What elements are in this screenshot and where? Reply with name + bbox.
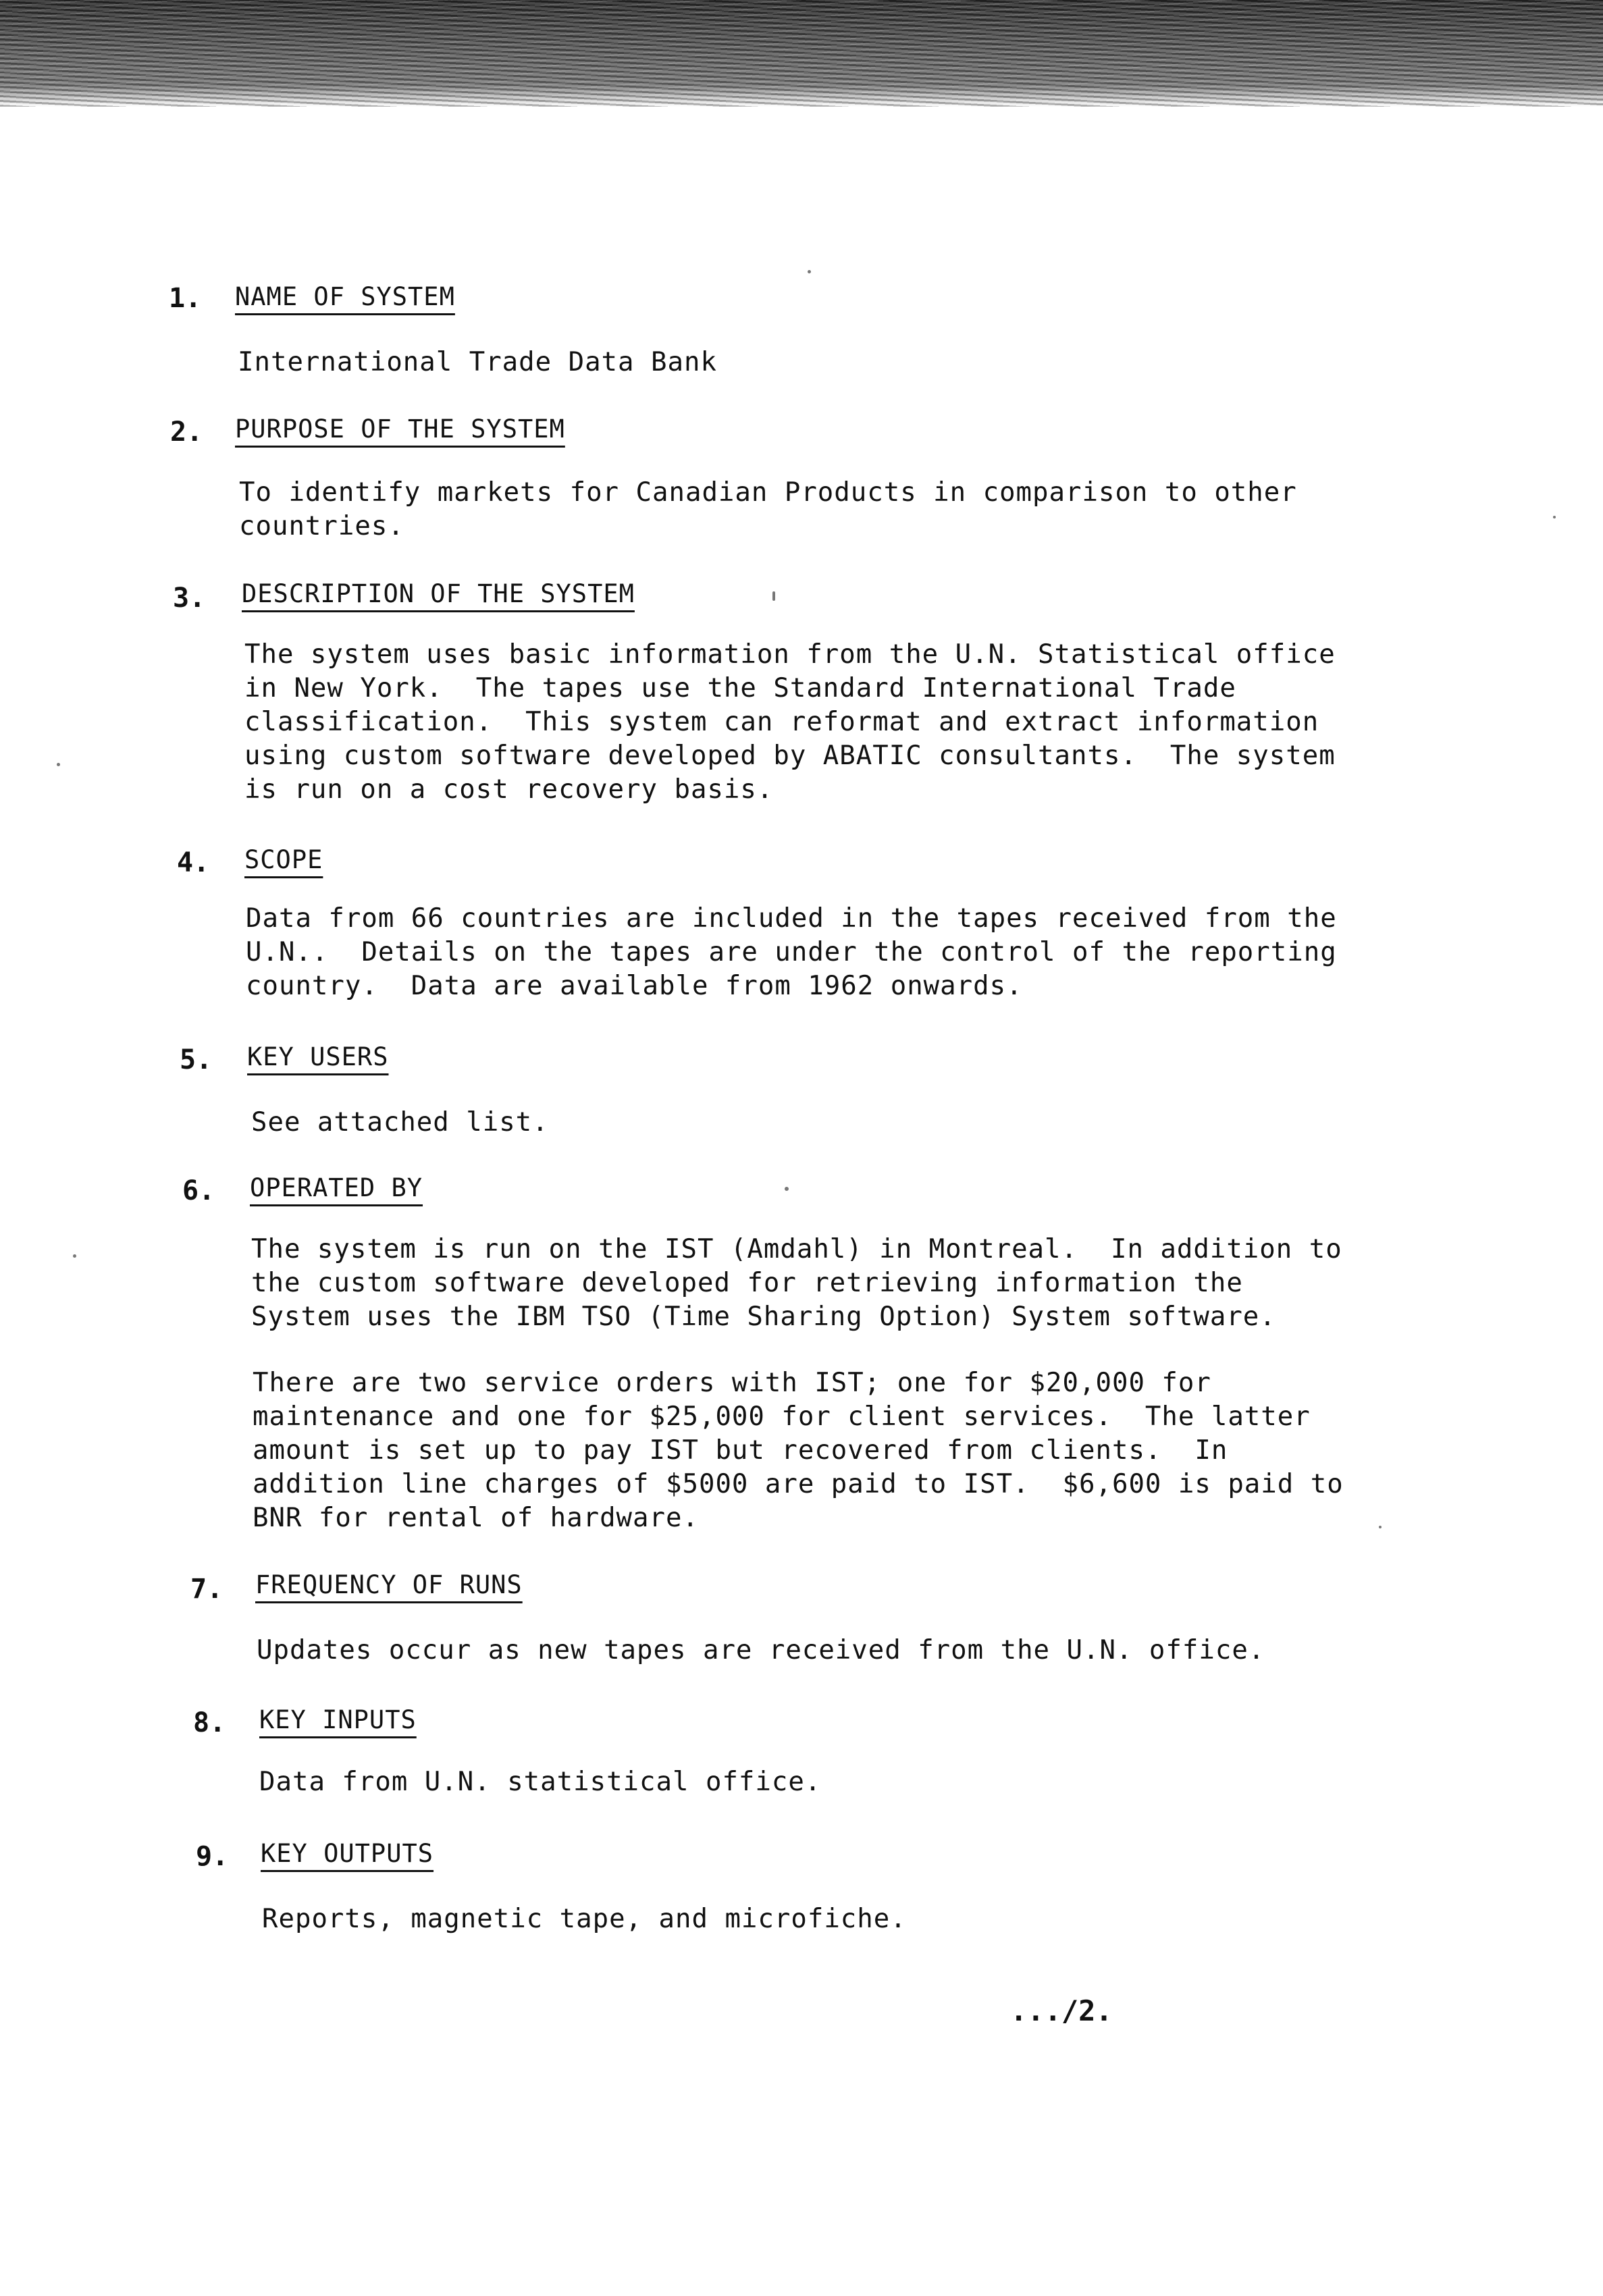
section-6-body: The system is run on the IST (Amdahl) in Montreal. In addition to the custom software developed for retrieving information the System uses the IBM TSO (Time Sharing Option) System software. [251,1234,1342,1332]
section-4-heading: SCOPE [244,845,323,874]
section-5-heading: KEY USERS [247,1042,389,1071]
section-8-body: Data from U.N. statistical office. [259,1767,822,1797]
section-6-body-2: There are two service orders with IST; one for $20,000 for maintenance and one for $25,000 for client services. The latter amount is set up to pay IST but recovered from clients. In addition line charges of $5000 are paid to IST. $6,600 is paid to BNR for rental of hardware. [253,1368,1344,1533]
section-1-body: International Trade Data Bank [238,347,717,377]
section-3-number: 3. [173,583,206,614]
section-3-heading: DESCRIPTION OF THE SYSTEM [242,579,635,608]
section-9-body: Reports, magnetic tape, and microfiche. [262,1904,907,1934]
scan-speck [772,591,775,601]
scan-speck [73,1254,76,1258]
section-7-number: 7. [190,1574,224,1605]
section-7-heading: FREQUENCY OF RUNS [255,1570,523,1599]
section-3-body: The system uses basic information from the U.N. Statistical office in New York. The tapes use the Standard International Trade classification. This system can reformat and extract information using custom software developed by ABATIC consultants. The system is run on a cost recovery basis. [244,639,1336,805]
section-4-body: Data from 66 countries are included in the tapes received from the U.N.. Details on the tapes are under the control of the reporting country. Data are available from 1962 onwards. [246,903,1337,1001]
section-8-heading: KEY INPUTS [259,1705,417,1734]
section-9-number: 9. [196,1841,229,1872]
section-7-body: Updates occur as new tapes are received from the U.N. office. [257,1635,1265,1665]
scan-speck [785,1187,789,1191]
section-1-heading: NAME OF SYSTEM [235,282,455,311]
section-9-heading: KEY OUTPUTS [261,1839,434,1868]
page-continuation: .../2. [1010,1994,1113,2027]
section-5-body: See attached list. [251,1107,549,1138]
section-2-number: 2. [170,417,203,448]
section-4-number: 4. [177,847,210,878]
scan-speck [1379,1526,1382,1528]
section-5-number: 5. [180,1044,213,1075]
section-1-number: 1. [169,283,202,314]
scan-speck [57,763,60,766]
section-6-heading: OPERATED BY [250,1173,423,1202]
section-8-number: 8. [193,1707,226,1738]
scan-speck [1553,516,1556,518]
scan-speck [808,270,811,273]
section-2-body: To identify markets for Canadian Products in comparison to other countries. [239,477,1297,541]
section-6-number: 6. [182,1175,215,1206]
section-2-heading: PURPOSE OF THE SYSTEM [235,415,565,444]
